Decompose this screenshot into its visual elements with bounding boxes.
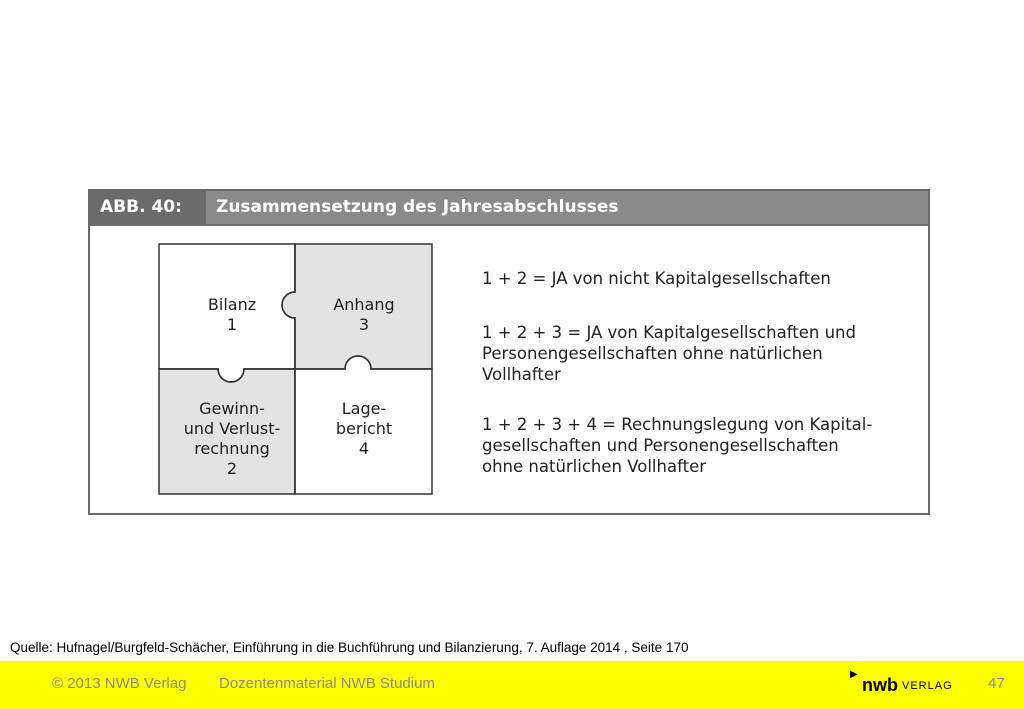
source-citation: Quelle: Hufnagel/Burgfeld-Schächer, Einführung in die Buchführung und Bilanzierung, 7. Auflage 2014 , Seite 170 (10, 640, 689, 655)
piece-label-anhang (322, 295, 406, 335)
statement-line: Personengesellschaften ohne natürlichen (482, 344, 823, 363)
figure-title: Zusammensetzung des Jahresabschlusses (216, 197, 619, 217)
piece-label-lagebericht (322, 399, 406, 459)
piece-line: rechnung (194, 439, 270, 458)
piece-line: 3 (358, 315, 370, 334)
figure-header (90, 191, 928, 226)
piece-line: Lage- (341, 399, 387, 418)
statement-3 (482, 414, 872, 477)
figure-label: ABB. 40: (90, 191, 206, 224)
piece-line: 4 (358, 439, 370, 458)
statement-line: 1 + 2 + 3 = JA von Kapitalgesellschaften und (482, 323, 856, 342)
piece-line: Anhang (333, 295, 395, 314)
statement-line: ohne natürlichen Vollhafter (482, 457, 706, 476)
statement-line: Vollhafter (482, 365, 561, 384)
logo-nwb-text: nwb (862, 675, 898, 695)
piece-line: Bilanz (207, 295, 257, 314)
footer-material: Dozentenmaterial NWB Studium (219, 675, 435, 692)
statement-line: 1 + 2 + 3 + 4 = Rechnungslegung von Kapital- (482, 415, 873, 434)
figure-frame (88, 189, 930, 515)
piece-label-guv (172, 399, 292, 479)
piece-line: 2 (226, 459, 238, 478)
piece-line: Gewinn- (199, 399, 265, 418)
piece-label-bilanz (192, 295, 272, 335)
logo-verlag-text: VERLAG (902, 680, 953, 692)
piece-line: und Verlust- (183, 419, 281, 438)
footer-copyright: © 2013 NWB Verlag (52, 675, 187, 692)
piece-line: 1 (226, 315, 238, 334)
statement-line: 1 + 2 = JA von nicht Kapitalgesellschaften (482, 269, 831, 288)
statement-2 (482, 322, 856, 385)
logo-arrow-icon: ▶ (850, 669, 858, 680)
piece-line: bericht (335, 419, 393, 438)
footer-bar (0, 661, 1024, 709)
statement-1 (482, 268, 831, 289)
page-number: 47 (988, 675, 1005, 692)
statement-line: gesellschaften und Personengesellschaften (482, 436, 839, 455)
